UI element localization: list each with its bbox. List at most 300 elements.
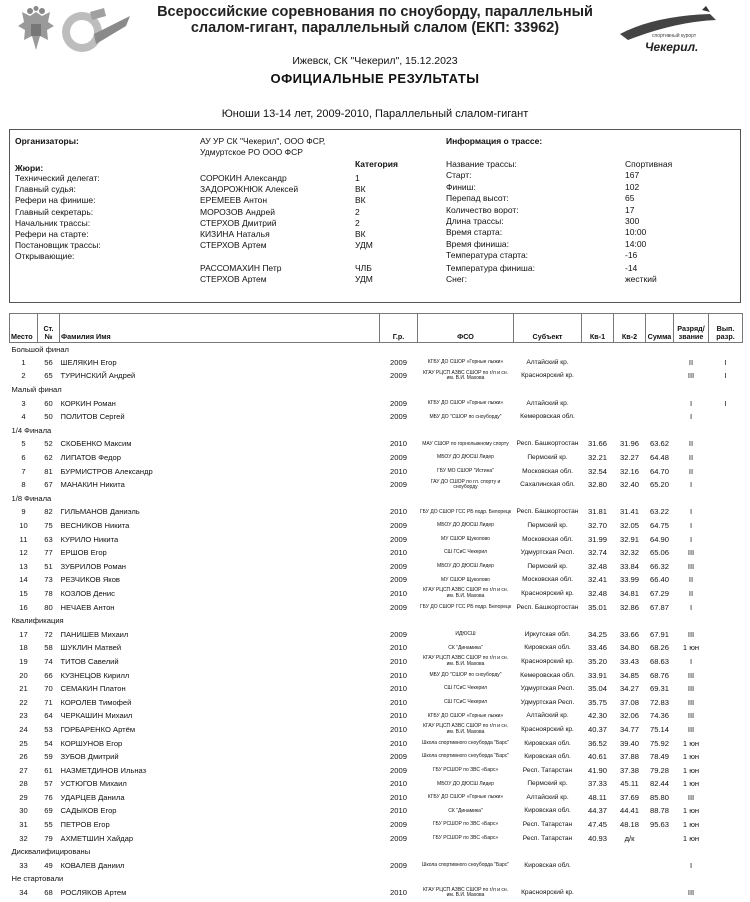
- col-done-label-1: Вып.: [716, 324, 735, 333]
- region-cell: Красноярский кр.: [521, 725, 574, 733]
- qualification-2-cell: 33.66: [619, 629, 639, 639]
- start-number-cell: 58: [44, 643, 53, 653]
- qualification-2-cell: 32.16: [619, 466, 639, 476]
- fso-cell: ГБУ РСШОР по ЗВС «Барс»: [432, 766, 499, 773]
- official-role: Открывающие:: [15, 251, 75, 261]
- qualification-1-cell: [582, 410, 614, 424]
- qualification-2-cell: 33.43: [619, 656, 639, 666]
- track-label: Название трассы:: [446, 159, 517, 169]
- achieved-rank-cell: [709, 791, 743, 805]
- birth-year-cell: 2010: [390, 466, 407, 476]
- qualification-1-cell: 48.11: [588, 792, 607, 802]
- start-number-cell: 66: [44, 670, 53, 680]
- rank-cell: 1 юн: [682, 752, 700, 762]
- birth-year-cell: 2010: [390, 439, 407, 449]
- achieved-rank-cell: [709, 410, 743, 424]
- track-label: Снег:: [446, 274, 468, 284]
- competition-title: Всероссийские соревнования по сноуборду, параллельный слалом-гигант, параллельный слалом (ЕКП: 33962): [157, 4, 593, 36]
- region-cell: Алтайский кр.: [526, 399, 569, 407]
- birth-year-cell: 2009: [390, 752, 407, 762]
- athlete-name-cell: ГОРБАРЕНКО Артём: [60, 724, 136, 734]
- qualification-2-cell: 32.27: [619, 453, 639, 463]
- start-number-cell: 49: [44, 860, 53, 870]
- fso-cell: МБОУ ДО ДЮСШ Лидер: [437, 780, 494, 787]
- qualification-2-cell: 33.84: [619, 561, 639, 571]
- start-number-cell: 80: [44, 602, 53, 612]
- track-value: -14: [625, 263, 638, 273]
- rank-cell: II: [688, 575, 694, 585]
- place-cell: 13: [19, 561, 28, 571]
- fso-cell: ГАУ ДО СШОР по гл. спорту и сноуборду: [430, 478, 501, 491]
- qualification-2-cell: 31.41: [619, 507, 639, 517]
- fso-cell: КГБУ ДО СШОР «Горные лыжи»: [427, 359, 504, 366]
- qualification-1-cell: 37.33: [587, 779, 607, 789]
- section-title: 1/4 Финала: [11, 425, 52, 435]
- birth-year-cell: 2010: [390, 507, 407, 517]
- fso-cell: ГБУ РСШОР по ЗВС «Барс»: [432, 834, 499, 841]
- start-number-cell: 79: [44, 833, 53, 843]
- fso-cell: МБУ ДО "СШОР по сноуборду": [429, 413, 502, 420]
- section-title: Квалификация: [11, 616, 64, 626]
- birth-year-cell: 2010: [390, 888, 407, 898]
- track-value: -16: [625, 250, 638, 260]
- achieved-rank-cell: [709, 451, 743, 465]
- place-cell: 12: [19, 548, 28, 558]
- result-row: [10, 886, 743, 900]
- athlete-name-cell: ЛИПАТОВ Федор: [60, 453, 121, 463]
- result-row: [10, 451, 743, 465]
- qualification-1-cell: 35.04: [587, 684, 607, 694]
- rank-cell: 1 юн: [682, 765, 700, 775]
- track-value: 102: [625, 182, 640, 192]
- birth-year-cell: 2009: [390, 398, 407, 408]
- athlete-name-cell: ПОЛИТОВ Сергей: [60, 412, 125, 422]
- sum-cell: 63.62: [649, 439, 669, 449]
- result-row: [10, 818, 743, 832]
- track-label: Перепад высот:: [446, 193, 509, 203]
- athlete-name-cell: КОЗЛОВ Денис: [60, 588, 115, 598]
- official-name: СОРОКИН Александр: [200, 173, 287, 183]
- result-row: [10, 805, 743, 819]
- result-row: [10, 669, 743, 683]
- start-number-cell: 59: [44, 752, 53, 762]
- region-cell: Удмуртская Респ.: [520, 549, 575, 557]
- region-cell: Пермский кр.: [527, 780, 568, 788]
- sum-cell: 66.32: [649, 561, 669, 571]
- jury-label: Жюри:: [15, 163, 44, 173]
- place-cell: 7: [21, 466, 26, 476]
- track-label: Температура финиша:: [446, 263, 535, 273]
- achieved-rank-cell: [709, 750, 743, 764]
- result-row: [10, 397, 743, 411]
- start-number-cell: 61: [44, 765, 53, 775]
- track-value: 10:00: [625, 227, 647, 237]
- birth-year-cell: 2010: [390, 643, 407, 653]
- track-value: 167: [625, 170, 640, 180]
- start-number-cell: 69: [44, 806, 53, 816]
- birth-year-cell: 2009: [390, 833, 407, 843]
- qualification-1-cell: 32.21: [587, 453, 607, 463]
- start-number-cell: 64: [44, 711, 53, 721]
- achieved-rank-cell: [709, 818, 743, 832]
- qualification-2-cell: 34.81: [619, 588, 639, 598]
- qualification-1-cell: 42.30: [587, 711, 607, 721]
- region-cell: Алтайский кр.: [526, 793, 569, 801]
- official-category: 2: [355, 207, 360, 217]
- sum-cell: 79.28: [649, 765, 669, 775]
- fso-cell: МБОУ ДО ДЮСШ Лидер: [437, 522, 494, 529]
- qualification-1-cell: 32.41: [587, 575, 607, 585]
- official-name: РАССОМАХИН Петр: [200, 263, 282, 273]
- start-number-cell: 50: [44, 412, 53, 422]
- rank-cell: I: [689, 860, 693, 870]
- place-cell: 27: [19, 765, 28, 775]
- qualification-1-cell: 32.70: [587, 521, 607, 531]
- place-cell: 14: [19, 575, 28, 585]
- region-cell: Красноярский кр.: [521, 372, 574, 380]
- birth-year-cell: 2009: [390, 602, 407, 612]
- achieved-rank-cell: [709, 886, 743, 900]
- category-column-label: Категория: [355, 159, 398, 169]
- fso-cell: Школа спортивного сноуборда "Барс": [421, 753, 510, 760]
- start-number-cell: 76: [44, 792, 53, 802]
- col-fso: ФСО: [418, 314, 514, 343]
- sum-cell: [646, 832, 674, 846]
- official-role: Начальник трассы:: [15, 218, 91, 228]
- brand-name: Чекерил.: [645, 40, 699, 54]
- qualification-1-cell: 40.61: [587, 752, 607, 762]
- sum-cell: 64.75: [649, 521, 669, 531]
- organizers-value-2: Удмуртское РО ООО ФСР: [200, 147, 303, 157]
- sum-cell: 88.78: [649, 806, 669, 816]
- region-cell: Пермский кр.: [527, 522, 568, 530]
- place-cell: 18: [19, 643, 28, 653]
- result-row: [10, 478, 743, 492]
- fso-cell: ИДЮСШ: [455, 631, 476, 638]
- athlete-name-cell: САДЫКОВ Егор: [60, 806, 117, 816]
- official-category: УДМ: [355, 240, 373, 250]
- place-cell: 33: [19, 860, 28, 870]
- fso-cell: КГБУ ДО СШОР «Горные лыжи»: [427, 712, 504, 719]
- official-name: МОРОЗОВ Андрей: [200, 207, 275, 217]
- start-number-cell: 53: [44, 724, 53, 734]
- birth-year-cell: 2009: [390, 860, 407, 870]
- result-row: [10, 370, 743, 384]
- place-cell: 4: [21, 412, 26, 422]
- sum-cell: 72.83: [649, 697, 669, 707]
- birth-year-cell: 2010: [390, 656, 407, 666]
- result-row: [10, 682, 743, 696]
- start-number-cell: 52: [44, 439, 53, 449]
- section-title: Не стартовали: [11, 874, 64, 884]
- birth-year-cell: 2010: [390, 711, 407, 721]
- birth-year-cell: 2010: [390, 548, 407, 558]
- athlete-name-cell: УСТЮГОВ Михаил: [60, 779, 127, 789]
- rank-cell: II: [688, 357, 694, 367]
- result-row: [10, 750, 743, 764]
- result-row: [10, 764, 743, 778]
- rank-cell: III: [687, 724, 695, 734]
- result-row: [10, 546, 743, 560]
- section-row: [10, 845, 743, 859]
- athlete-name-cell: КОРКИН Роман: [60, 398, 116, 408]
- athlete-name-cell: ШЕЛЯКИН Егор: [60, 357, 117, 367]
- qualification-2-cell: 37.08: [619, 697, 639, 707]
- rank-cell: III: [687, 888, 695, 898]
- rank-cell: III: [687, 792, 695, 802]
- qualification-2-cell: д/к: [624, 833, 635, 843]
- region-cell: Алтайский кр.: [526, 712, 569, 720]
- qualification-1-cell: 32.48: [587, 561, 607, 571]
- official-role: Постановщик трассы:: [15, 240, 101, 250]
- fso-cell: ГБУ ДО СШОР ГСС РБ подр. Белорецк: [419, 508, 512, 515]
- birth-year-cell: 2010: [390, 684, 407, 694]
- qualification-1-cell: [582, 886, 614, 900]
- region-cell: Кировская обл.: [524, 753, 571, 761]
- achieved-rank-cell: [709, 601, 743, 615]
- qualification-1-cell: 41.90: [587, 765, 607, 775]
- rank-cell: 1 юн: [682, 820, 700, 830]
- section-row: [10, 873, 743, 887]
- track-info-label: Информация о трассе:: [446, 136, 543, 146]
- qualification-2-cell: 48.18: [619, 820, 639, 830]
- athlete-name-cell: НЕЧАЕВ Антон: [60, 602, 115, 612]
- athlete-name-cell: ПАНИШЕВ Михаил: [60, 629, 129, 639]
- athlete-name-cell: КОВАЛЕВ Даниил: [60, 860, 125, 870]
- birth-year-cell: 2010: [390, 779, 407, 789]
- qualification-2-cell: 32.91: [619, 534, 639, 544]
- start-number-cell: 82: [44, 507, 53, 517]
- place-cell: 32: [19, 833, 28, 843]
- rank-cell: I: [689, 521, 693, 531]
- qualification-1-cell: 40.93: [587, 833, 607, 843]
- sum-cell: 64.70: [649, 466, 669, 476]
- place-cell: 30: [19, 806, 28, 816]
- start-number-cell: 71: [44, 697, 53, 707]
- qualification-2-cell: [614, 886, 646, 900]
- athlete-name-cell: КУРИЛО Никита: [60, 534, 119, 544]
- qualification-1-cell: 32.74: [587, 548, 607, 558]
- region-cell: Московская обл.: [522, 576, 573, 584]
- place-cell: 34: [19, 888, 28, 898]
- birth-year-cell: 2009: [390, 453, 407, 463]
- fso-cell: Школа спортивного сноуборда "Барс": [421, 862, 510, 869]
- rank-cell: III: [687, 684, 695, 694]
- start-number-cell: 60: [44, 398, 53, 408]
- place-cell: 9: [21, 507, 26, 517]
- start-number-cell: 67: [44, 480, 53, 490]
- athlete-name-cell: УДАРЦЕВ Данила: [60, 792, 125, 802]
- region-cell: Удмуртская Респ.: [520, 698, 575, 706]
- qualification-2-cell: 39.40: [619, 738, 639, 748]
- fso-cell: ГБУ ДО СШОР ГСС РБ подр. Белорецк: [419, 603, 512, 610]
- birth-year-cell: 2009: [390, 561, 407, 571]
- achieved-rank-cell: [709, 574, 743, 588]
- rank-cell: I: [689, 507, 693, 517]
- rank-cell: III: [687, 629, 695, 639]
- sum-cell: 65.06: [649, 548, 669, 558]
- result-row: [10, 438, 743, 452]
- fso-cell: КГАУ РЦСП АЗВС СШОР по г/л и сн. им. В.И. Махова: [422, 369, 509, 382]
- col-done-label-2: разр.: [716, 332, 735, 341]
- fso-cell: КГАУ РЦСП АЗВС СШОР по г/л и сн. им. В.И. Махова: [422, 655, 509, 667]
- region-cell: Респ. Татарстан: [522, 834, 573, 842]
- result-row: [10, 737, 743, 751]
- athlete-name-cell: НАЗМЕТДИНОВ Ильназ: [60, 765, 147, 775]
- place-cell: 28: [19, 779, 28, 789]
- track-label: Финиш:: [446, 182, 476, 192]
- qualification-1-cell: 33.91: [587, 670, 607, 680]
- qualification-1-cell: 40.37: [587, 724, 607, 734]
- fso-cell: ГБУ МО СШОР "Истина": [437, 467, 494, 474]
- sum-cell: 78.49: [649, 752, 669, 762]
- rank-cell: 1 юн: [682, 643, 700, 653]
- official-name: КИЗИНА Наталья: [200, 229, 270, 239]
- athlete-name-cell: РОСЛЯКОВ Артем: [60, 888, 127, 898]
- qualification-1-cell: [582, 356, 614, 370]
- snowboard-federation-logo-icon: [60, 4, 132, 60]
- result-row: [10, 642, 743, 656]
- fso-cell: СШ ГСиС Чекерил: [443, 698, 488, 705]
- sum-cell: [646, 356, 674, 370]
- place-cell: 23: [19, 711, 28, 721]
- official-role: Главный секретарь:: [15, 207, 94, 217]
- place-cell: 3: [21, 398, 26, 408]
- start-number-cell: 74: [44, 656, 53, 666]
- qualification-2-cell: [614, 859, 646, 873]
- qualification-1-cell: 36.52: [587, 738, 607, 748]
- fso-cell: МУ СШОР Щуколово: [441, 535, 490, 542]
- sum-cell: [646, 410, 674, 424]
- official-category: ВК: [355, 229, 366, 239]
- achieved-rank-cell: [709, 655, 743, 669]
- document-header: [0, 0, 750, 130]
- sum-cell: [646, 370, 674, 384]
- fso-cell: МБУ ДО "СШОР по сноуборду": [429, 671, 502, 678]
- rank-cell: I: [689, 534, 693, 544]
- birth-year-cell: 2009: [390, 412, 407, 422]
- official-name: СТЕРХОВ Дмитрий: [200, 218, 277, 228]
- place-cell: 11: [19, 534, 28, 544]
- qualification-2-cell: [614, 356, 646, 370]
- rank-cell: I: [689, 602, 693, 612]
- region-cell: Иркутская обл.: [524, 630, 571, 638]
- achieved-rank-cell: [709, 669, 743, 683]
- rank-cell: 1 юн: [682, 833, 700, 843]
- region-cell: Респ. Татарстан: [522, 766, 573, 774]
- athlete-name-cell: ГИЛЬМАНОВ Даниэль: [60, 507, 140, 517]
- rank-cell: 1 юн: [682, 738, 700, 748]
- birth-year-cell: 2010: [390, 670, 407, 680]
- fso-cell: КГАУ РЦСП АЗВС СШОР по г/л и сн. им. В.И. Махова: [422, 587, 509, 599]
- achieved-rank-cell: [709, 832, 743, 846]
- athlete-name-cell: СКОБЕНКО Максим: [60, 439, 132, 449]
- sum-cell: 63.22: [649, 507, 669, 517]
- qualification-1-cell: 47.45: [587, 820, 607, 830]
- col-sum: Сумма: [646, 314, 674, 343]
- fso-cell: КГБУ ДО СШОР «Горные лыжи»: [427, 794, 504, 801]
- sum-cell: 82.44: [649, 779, 669, 789]
- fso-cell: КГАУ РЦСП АЗВС СШОР по г/л и сн. им. В.И. Махова: [422, 723, 509, 735]
- result-row: [10, 519, 743, 533]
- col-done: [709, 314, 743, 343]
- place-cell: 20: [19, 670, 28, 680]
- track-label: Длина трассы:: [446, 216, 504, 226]
- result-row: [10, 710, 743, 724]
- start-number-cell: 81: [44, 466, 53, 476]
- official-category: ВК: [355, 195, 366, 205]
- athlete-name-cell: РЕЗЧИКОВ Яков: [60, 575, 120, 585]
- fso-cell: МБОУ ДО ДЮСШ Лидер: [437, 563, 494, 570]
- birth-year-cell: 2010: [390, 588, 407, 598]
- result-row: [10, 696, 743, 710]
- place-cell: 26: [19, 752, 28, 762]
- achieved-rank-cell: [709, 805, 743, 819]
- achieved-rank-cell: I: [724, 357, 727, 367]
- official-name: СТЕРХОВ Артем: [200, 274, 267, 284]
- qualification-1-cell: [582, 397, 614, 411]
- sum-cell: 67.29: [649, 588, 669, 598]
- place-cell: 25: [19, 738, 28, 748]
- official-category: ЧЛБ: [355, 263, 372, 273]
- athlete-name-cell: ШУКЛИН Матвей: [60, 643, 122, 653]
- region-cell: Московская обл.: [522, 535, 573, 543]
- athlete-name-cell: КОРШУНОВ Егор: [60, 738, 123, 748]
- place-cell: 16: [19, 602, 28, 612]
- start-number-cell: 72: [44, 629, 53, 639]
- rank-cell: II: [688, 466, 694, 476]
- achieved-rank-cell: [709, 546, 743, 560]
- region-cell: Красноярский кр.: [521, 589, 574, 597]
- track-value: 65: [625, 193, 635, 203]
- sum-cell: 66.40: [649, 575, 669, 585]
- sum-cell: 64.90: [649, 534, 669, 544]
- athlete-name-cell: КУЗНЕЦОВ Кирилл: [60, 670, 130, 680]
- qualification-1-cell: 35.75: [587, 697, 607, 707]
- athlete-name-cell: ЕРШОВ Егор: [60, 548, 107, 558]
- table-header-row: [10, 314, 743, 343]
- result-row: [10, 832, 743, 846]
- track-value: 17: [625, 205, 635, 215]
- qualification-2-cell: 37.88: [619, 752, 639, 762]
- athlete-name-cell: ПЕТРОВ Егор: [60, 820, 110, 830]
- track-label: Температура старта:: [446, 250, 529, 260]
- achieved-rank-cell: [709, 560, 743, 574]
- col-rank-label-1: Разряд/: [677, 324, 705, 333]
- rank-cell: I: [689, 412, 693, 422]
- region-cell: Пермский кр.: [527, 562, 568, 570]
- sum-cell: 74.36: [649, 711, 669, 721]
- start-number-cell: 65: [44, 371, 53, 381]
- place-cell: 15: [19, 588, 28, 598]
- sum-cell: 64.48: [649, 453, 669, 463]
- place-cell: 19: [19, 656, 28, 666]
- achieved-rank-cell: [709, 519, 743, 533]
- achieved-rank-cell: [709, 737, 743, 751]
- sum-cell: 85.80: [649, 792, 669, 802]
- birth-year-cell: 2009: [390, 575, 407, 585]
- athlete-name-cell: ТИТОВ Савелий: [60, 656, 119, 666]
- place-cell: 17: [19, 629, 28, 639]
- start-number-cell: 56: [44, 357, 53, 367]
- col-q2: Кв-2: [614, 314, 646, 343]
- sum-cell: [646, 397, 674, 411]
- birth-year-cell: 2009: [390, 765, 407, 775]
- qualification-2-cell: 33.99: [619, 575, 639, 585]
- athlete-name-cell: БУРМИСТРОВ Александр: [60, 466, 153, 476]
- col-q1: Кв-1: [582, 314, 614, 343]
- track-value: 14:00: [625, 239, 647, 249]
